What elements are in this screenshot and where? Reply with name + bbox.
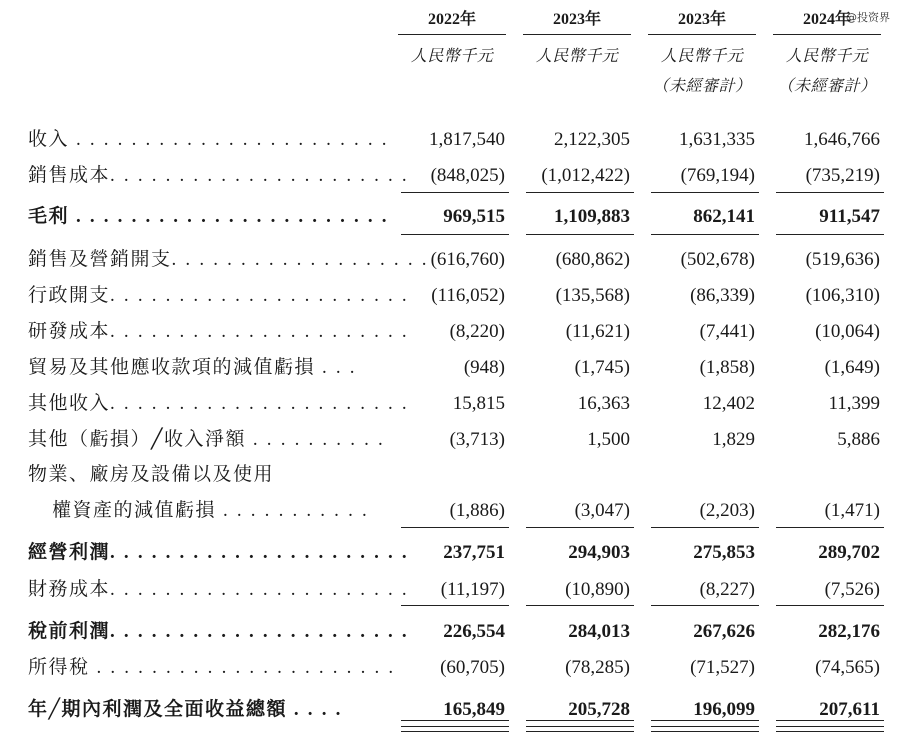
underline-rule [401, 192, 509, 193]
row-value: 282,176 [818, 621, 880, 642]
row-label [28, 284, 409, 308]
column-year: 2023年 [523, 6, 631, 35]
row-label [28, 656, 396, 680]
row-value: (74,565) [815, 657, 880, 678]
row-value: (519,636) [805, 249, 880, 270]
leader-dots: . . . . [286, 699, 343, 720]
underline-rule [651, 192, 759, 193]
row-value: 267,626 [693, 621, 755, 642]
row-value: (71,527) [690, 657, 755, 678]
column-header-2023 [517, 6, 637, 73]
row-value: (2,203) [699, 500, 755, 521]
row-label-text: 其他（虧損）╱收入淨額 [28, 429, 246, 450]
row-value: 1,631,335 [679, 129, 755, 150]
row-value: (616,760) [430, 249, 505, 270]
table-row [0, 541, 913, 565]
leader-dots: . . . [315, 357, 357, 378]
row-label-text: 研發成本 [28, 321, 111, 342]
underline-rule [776, 720, 884, 721]
row-value: 207,611 [819, 699, 880, 720]
leader-dots: . . . . . . . . . . . . . . . . . . . . . . [110, 321, 409, 342]
row-value: (10,064) [815, 321, 880, 342]
row-label [28, 248, 429, 272]
table-row [0, 356, 913, 380]
leader-dots: . . . . . . . . . . . . . . . . . . . . . . [110, 285, 409, 306]
row-value: 969,515 [443, 206, 505, 227]
column-note: （未經審計） [652, 78, 752, 95]
row-value: 205,728 [568, 699, 630, 720]
row-value: 16,363 [577, 393, 630, 414]
table-row [0, 128, 913, 152]
underline-rule [401, 234, 509, 235]
row-value: (10,890) [565, 579, 630, 600]
row-value: (1,858) [699, 357, 755, 378]
leader-dots: . . . . . . . . . . . . . . . . . . . . . . [110, 542, 409, 563]
table-row [0, 698, 913, 722]
watermark: @投资界 [846, 11, 890, 24]
row-value: 11,399 [828, 393, 880, 414]
row-value: (8,227) [699, 579, 755, 600]
row-label-text: 毛利 [28, 206, 70, 227]
underline-rule [776, 192, 884, 193]
row-value: 165,849 [443, 699, 505, 720]
row-value: (680,862) [555, 249, 630, 270]
row-value: (135,568) [555, 285, 630, 306]
row-label [28, 428, 385, 452]
underline-rule [526, 720, 634, 721]
row-value: 1,500 [587, 429, 630, 450]
row-value: 15,815 [452, 393, 505, 414]
row-value: (116,052) [431, 285, 505, 306]
row-label [28, 392, 409, 416]
row-value: (1,012,422) [541, 165, 630, 186]
underline-rule [401, 726, 509, 727]
leader-dots: . . . . . . . . . . . . . . . . . . . . . . [89, 657, 396, 678]
row-label-text: 行政開支 [28, 285, 111, 306]
row-value: (948) [463, 357, 505, 378]
underline-rule [651, 527, 759, 528]
column-unit: 人民幣千元 [785, 48, 869, 65]
underline-rule [651, 726, 759, 727]
row-label [52, 499, 380, 523]
underline-rule [526, 726, 634, 727]
leader-dots: . . . . . . . . . . . . . . . . . . . . . . . [69, 129, 389, 150]
row-value: 284,013 [568, 621, 630, 642]
row-value: (848,025) [430, 165, 505, 186]
column-year: 2023年 [648, 6, 756, 35]
underline-rule [401, 527, 509, 528]
leader-dots: . . . . . . . . . . [245, 429, 385, 450]
row-value: 1,109,883 [554, 206, 630, 227]
row-value: 12,402 [702, 393, 755, 414]
underline-rule [526, 731, 634, 732]
underline-rule [526, 234, 634, 235]
row-value: 2,122,305 [554, 129, 630, 150]
row-label-text: 年╱期內利潤及全面收益總額 [28, 699, 287, 720]
row-label [28, 578, 409, 602]
underline-rule [401, 605, 509, 606]
underline-rule [776, 731, 884, 732]
underline-rule [651, 234, 759, 235]
column-header-2023-unaudited [642, 6, 762, 96]
row-value: (769,194) [680, 165, 755, 186]
table-row [0, 620, 913, 644]
row-label [28, 463, 380, 487]
row-label [28, 698, 380, 722]
column-header-2024-unaudited [767, 6, 887, 96]
table-row [0, 428, 913, 452]
row-value: (78,285) [565, 657, 630, 678]
row-value: 1,817,540 [429, 129, 505, 150]
column-note: （未經審計） [777, 78, 877, 95]
underline-rule [776, 527, 884, 528]
row-value: (1,886) [449, 500, 505, 521]
row-value: 294,903 [568, 542, 630, 563]
row-label-text: 貿易及其他應收款項的減值虧損 [28, 357, 316, 378]
underline-rule [776, 605, 884, 606]
row-label-text: 稅前利潤 [28, 621, 111, 642]
table-row [0, 392, 913, 416]
row-label-text: 財務成本 [28, 579, 111, 600]
table-row [0, 656, 913, 680]
row-label-text: 物業、廠房及設備以及使用 [28, 464, 275, 485]
underline-rule [776, 726, 884, 727]
underline-rule [401, 720, 509, 721]
row-value: (1,745) [574, 357, 630, 378]
column-year: 2024年 [773, 6, 881, 35]
table-row [0, 463, 913, 487]
row-label [28, 541, 409, 565]
leader-dots: . . . . . . . . . . . . . . . . . . . . . . [110, 621, 409, 642]
row-value: (60,705) [440, 657, 505, 678]
row-value: 5,886 [837, 429, 880, 450]
table-row [0, 205, 913, 229]
underline-rule [526, 605, 634, 606]
column-unit: 人民幣千元 [660, 48, 744, 65]
row-value: (11,197) [440, 579, 505, 600]
column-unit: 人民幣千元 [535, 48, 619, 65]
row-value: (8,220) [449, 321, 505, 342]
row-label [28, 164, 409, 188]
underline-rule [526, 192, 634, 193]
leader-dots: . . . . . . . . . . . . . . . . . . . . . . . [69, 206, 389, 227]
leader-dots: . . . . . . . . . . . . . . . . . . . [171, 249, 429, 270]
leader-dots: . . . . . . . . . . . . . . . . . . . . . . [110, 165, 409, 186]
row-value: 289,702 [818, 542, 880, 563]
row-value: (7,526) [824, 579, 880, 600]
row-label-text: 銷售及營銷開支 [28, 249, 172, 270]
row-value: (3,713) [449, 429, 505, 450]
underline-rule [776, 234, 884, 235]
leader-dots: . . . . . . . . . . . [216, 500, 369, 521]
table-row [0, 284, 913, 308]
underline-rule [401, 731, 509, 732]
table-row [0, 578, 913, 602]
row-value: 196,099 [693, 699, 755, 720]
table-row [0, 499, 913, 523]
row-label [28, 128, 389, 152]
row-value: (7,441) [699, 321, 755, 342]
row-label-text: 收入 [28, 129, 70, 150]
row-label-text: 其他收入 [28, 393, 111, 414]
underline-rule [651, 720, 759, 721]
table-row [0, 164, 913, 188]
row-label-text: 權資產的減值虧損 [52, 500, 217, 521]
row-label-text: 銷售成本 [28, 165, 111, 186]
row-value: 911,547 [819, 206, 880, 227]
underline-rule [651, 731, 759, 732]
row-value: (86,339) [690, 285, 755, 306]
row-value: (106,310) [805, 285, 880, 306]
row-label [28, 205, 389, 229]
row-label [28, 356, 380, 380]
column-header-2022 [392, 6, 512, 73]
leader-dots: . . . . . . . . . . . . . . . . . . . . . . [110, 393, 409, 414]
leader-dots: . . . . . . . . . . . . . . . . . . . . . . [110, 579, 409, 600]
row-label-text: 所得稅 [28, 657, 90, 678]
row-value: (1,471) [824, 500, 880, 521]
column-unit: 人民幣千元 [410, 48, 494, 65]
row-value: (502,678) [680, 249, 755, 270]
row-value: 226,554 [443, 621, 505, 642]
row-value: (735,219) [805, 165, 880, 186]
row-value: 1,829 [712, 429, 755, 450]
table-row [0, 248, 913, 272]
row-value: (3,047) [574, 500, 630, 521]
row-value: 275,853 [693, 542, 755, 563]
row-label-text: 經營利潤 [28, 542, 111, 563]
table-row [0, 320, 913, 344]
underline-rule [651, 605, 759, 606]
underline-rule [526, 527, 634, 528]
row-value: (1,649) [824, 357, 880, 378]
row-value: 862,141 [693, 206, 755, 227]
row-value: (11,621) [565, 321, 630, 342]
row-value: 1,646,766 [804, 129, 880, 150]
row-value: 237,751 [443, 542, 505, 563]
column-year: 2022年 [398, 6, 506, 35]
row-label [28, 320, 409, 344]
row-label [28, 620, 409, 644]
